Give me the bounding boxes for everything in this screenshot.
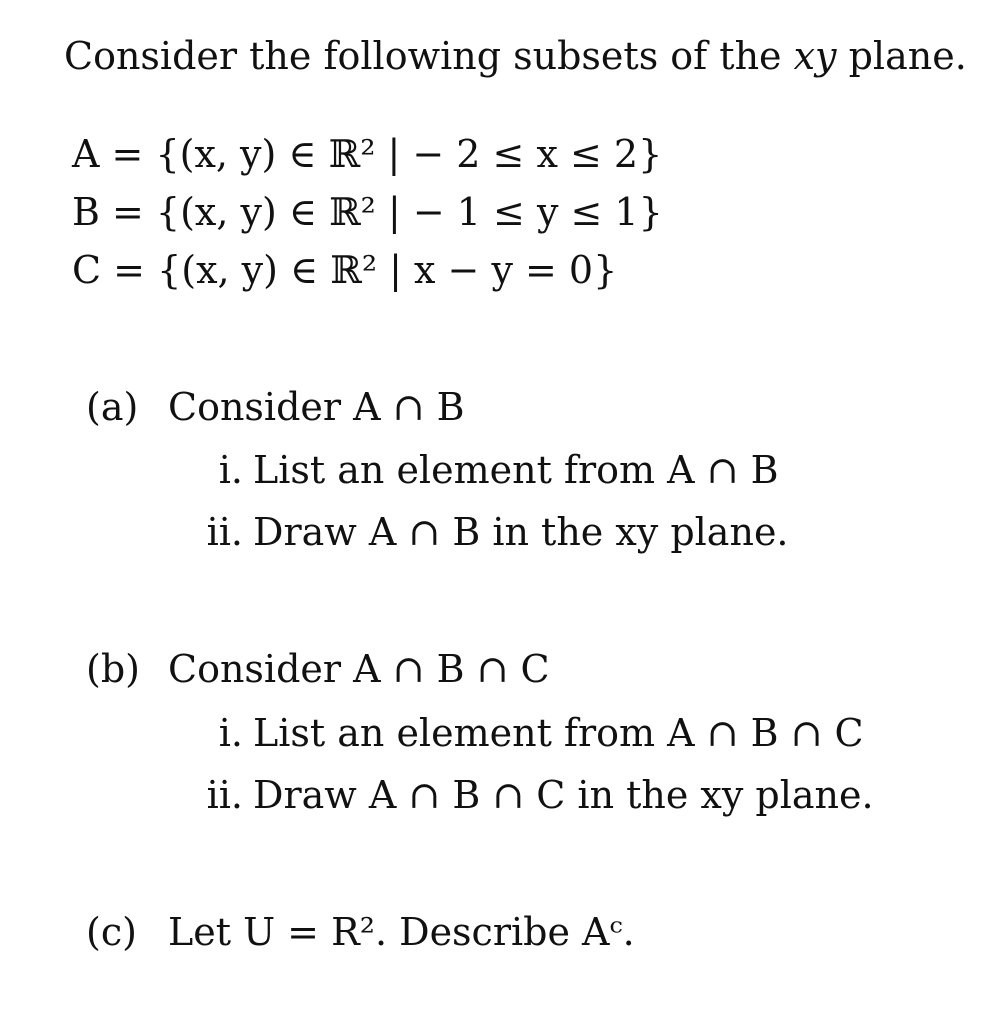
set-definition-c: C = {(x, y) ∈ ℝ² | x − y = 0} bbox=[72, 248, 618, 292]
part-a-text: Consider A ∩ B bbox=[168, 385, 465, 429]
set-definition-b: B = {(x, y) ∈ ℝ² | − 1 ≤ y ≤ 1} bbox=[72, 190, 663, 234]
part-a-item-2 bbox=[183, 510, 789, 556]
part-a-item-2-number: ii. bbox=[206, 510, 243, 554]
part-a-item-1 bbox=[183, 448, 779, 494]
part-c bbox=[86, 910, 635, 956]
part-b bbox=[86, 647, 550, 693]
part-b-text: Consider A ∩ B ∩ C bbox=[168, 647, 550, 691]
intro-text-before: Consider the following subsets of the bbox=[64, 34, 794, 78]
part-a bbox=[86, 385, 465, 431]
intro-sentence bbox=[64, 34, 967, 80]
part-a-label: (a) bbox=[86, 385, 139, 429]
part-a-item-2-text: Draw A ∩ B in the xy plane. bbox=[253, 510, 789, 554]
part-c-text: Let U = R². Describe Aᶜ. bbox=[168, 910, 635, 954]
part-b-item-2-number: ii. bbox=[206, 773, 243, 817]
part-b-label: (b) bbox=[86, 647, 140, 691]
part-a-item-1-number: i. bbox=[218, 448, 243, 492]
part-b-item-2 bbox=[183, 773, 874, 819]
part-c-label: (c) bbox=[86, 910, 137, 954]
part-b-item-2-text: Draw A ∩ B ∩ C in the xy plane. bbox=[253, 773, 874, 817]
set-definition-a: A = {(x, y) ∈ ℝ² | − 2 ≤ x ≤ 2} bbox=[72, 132, 663, 176]
intro-xy: xy bbox=[793, 34, 837, 78]
intro-text-after: plane. bbox=[836, 34, 967, 78]
part-b-item-1-text: List an element from A ∩ B ∩ C bbox=[253, 711, 864, 755]
part-a-item-1-text: List an element from A ∩ B bbox=[253, 448, 779, 492]
part-b-item-1-number: i. bbox=[218, 711, 243, 755]
part-b-item-1 bbox=[183, 711, 864, 757]
